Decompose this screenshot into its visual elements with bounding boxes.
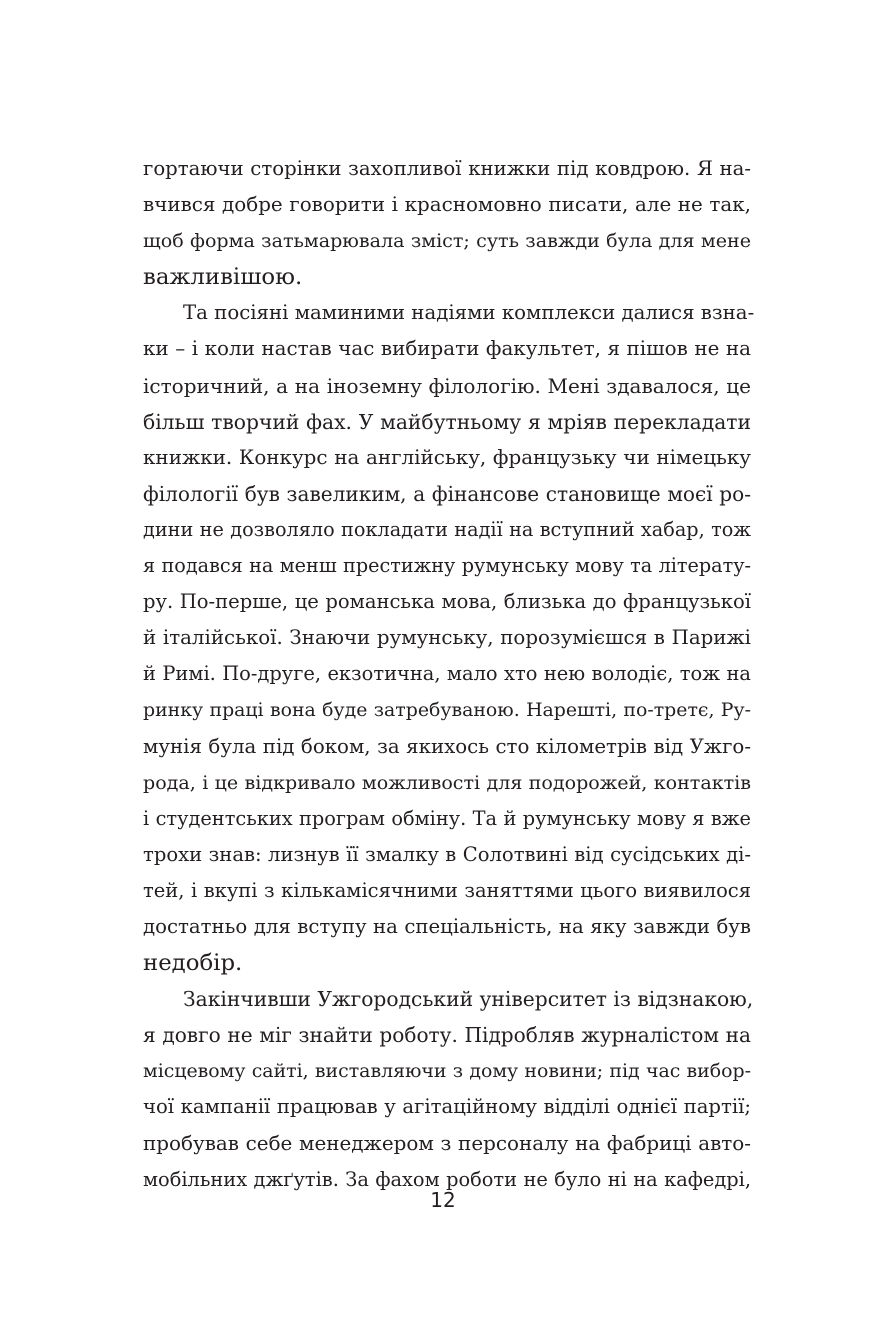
text-line: щоб форма затьмарювала зміст; суть завжди була для мене [143, 230, 751, 253]
paragraph [143, 981, 754, 1198]
text-line: книжки. Конкурс на англійську, французьку чи німецьку [143, 445, 751, 469]
text-line: достатньо для вступу на спеціальність, на яку завжди був [143, 914, 751, 938]
text-line: я подався на менш престижну румунську мову та літерату- [143, 554, 751, 578]
text-line: й Римі. По-друге, екзотична, мало хто нею володіє, тож на [143, 662, 751, 686]
text-line: тей, і вкупі з кількамісячними заняттями цього виявилося [143, 878, 751, 902]
body-text [143, 151, 755, 1198]
text-line: і студентських програм обміну. Та й румунську мову я вже [143, 806, 751, 830]
paragraph [143, 151, 751, 295]
text-line: місцевому сайті, виставляючи з дому новини; під час вибор- [143, 1060, 751, 1083]
text-line: недобір. [143, 950, 243, 977]
text-line: й італійської. Знаючи румунську, порозумієшся в Парижі [143, 626, 751, 650]
text-line: ринку праці вона буде затребуваною. Нарешті, по-третє, Ру- [143, 699, 751, 722]
text-line: трохи знав: лизнув її змалку в Солотвині від сусідських ді- [143, 842, 751, 866]
text-line: мунія була під боком, за якихось сто кілометрів від Ужго- [143, 734, 751, 758]
text-line: більш творчий фах. У майбутньому я мріяв перекладати [143, 409, 751, 434]
text-line: філології був завеликим, а фінансове становище моєї ро- [143, 481, 751, 506]
text-line: пробував себе менеджером з персоналу на фабриці авто- [143, 1131, 751, 1155]
text-line: гортаючи сторінки захопливої книжки під ковдрою. Я на- [143, 157, 751, 180]
text-line: чої кампанії працював у агітаційному відділі однієї партії; [143, 1095, 751, 1119]
page-number: 12 [430, 1188, 456, 1212]
text-line: Закінчивши Ужгородський університет із відзнакою, [183, 987, 754, 1012]
text-line: я довго не міг знайти роботу. Підробляв журналістом на [143, 1023, 751, 1048]
text-line: ру. По-перше, це романська мова, близька до французької [143, 590, 751, 614]
text-line: рода, і це відкривало можливості для подорожей, контактів [143, 771, 751, 794]
text-line: дини не дозволяло покладати надії на вступний хабар, тож [143, 517, 751, 541]
text-line: важливішою. [143, 264, 303, 291]
text-line: історичний, а на іноземну філологію. Мені здавалося, це [143, 373, 751, 398]
text-line: мобільних джґутів. За фахом роботи не було ні на кафедрі, [143, 1167, 751, 1191]
paragraph [143, 295, 755, 981]
text-line: Та посіяні маминими надіями комплекси далися взна- [183, 301, 755, 325]
text-line: вчився добре говорити і красномовно писати, але не так, [143, 193, 751, 217]
text-line: ки – і коли настав час вибирати факультет, я пішов не на [143, 337, 751, 361]
